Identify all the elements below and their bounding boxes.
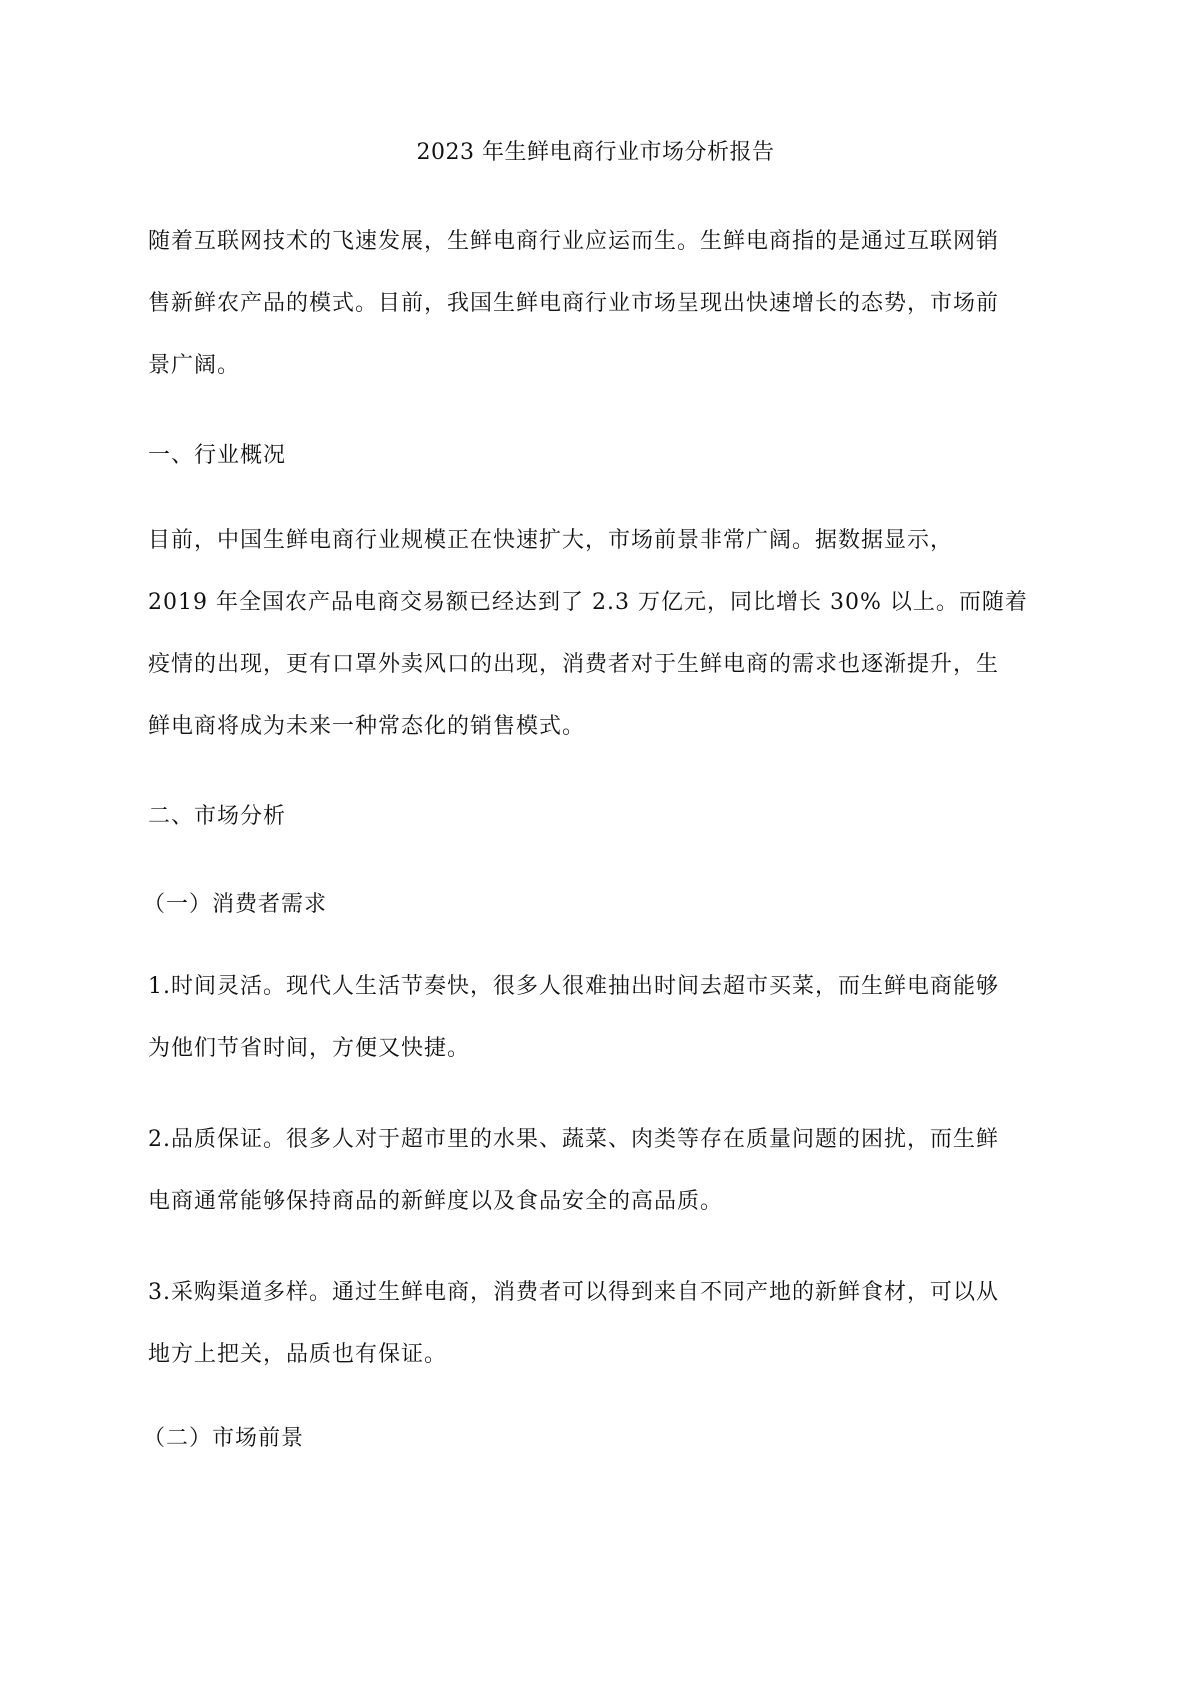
paragraph-line: 景广阔。: [148, 353, 241, 378]
document-title: 2023 年生鲜电商行业市场分析报告: [416, 140, 775, 165]
subsection-heading-consumer-demand: （一）消费者需求: [143, 892, 328, 917]
overview-paragraph: [148, 510, 1044, 758]
paragraph-line: 2019 年全国农产品电商交易额已经达到了 2.3 万亿元，同比增长 30% 以上。而随着: [148, 590, 1028, 615]
paragraph-line: 地方上把关，品质也有保证。: [148, 1342, 448, 1367]
paragraph-line: 随着互联网技术的飞速发展，生鲜电商行业应运而生。生鲜电商指的是通过互联网销: [148, 229, 1000, 254]
paragraph-line: 售新鲜农产品的模式。目前，我国生鲜电商行业市场呈现出快速增长的态势，市场前: [148, 291, 1000, 316]
paragraph-line: 鲜电商将成为未来一种常态化的销售模式。: [148, 714, 586, 739]
intro-paragraph: [148, 211, 1044, 397]
demand-item-3: [148, 1262, 1044, 1386]
paragraph-line: 为他们节省时间，方便又快捷。: [148, 1036, 471, 1061]
paragraph-line: 1.时间灵活。现代人生活节奏快，很多人很难抽出时间去超市买菜，而生鲜电商能够: [148, 974, 999, 999]
section-heading-market-analysis: 二、市场分析: [148, 804, 287, 829]
paragraph-line: 疫情的出现，更有口罩外卖风口的出现，消费者对于生鲜电商的需求也逐渐提升，生: [148, 652, 1000, 677]
paragraph-line: 3.采购渠道多样。通过生鲜电商，消费者可以得到来自不同产地的新鲜食材，可以从: [148, 1280, 999, 1305]
subsection-heading-market-outlook: （二）市场前景: [143, 1426, 305, 1451]
paragraph-line: 目前，中国生鲜电商行业规模正在快速扩大，市场前景非常广阔。据数据显示，: [148, 528, 954, 553]
paragraph-line: 2.品质保证。很多人对于超市里的水果、蔬菜、肉类等存在质量问题的困扰，而生鲜: [148, 1127, 999, 1152]
demand-item-2: [148, 1109, 1044, 1233]
demand-item-1: [148, 956, 1044, 1080]
section-heading-overview: 一、行业概况: [148, 443, 287, 468]
paragraph-line: 电商通常能够保持商品的新鲜度以及食品安全的高品质。: [148, 1189, 724, 1214]
